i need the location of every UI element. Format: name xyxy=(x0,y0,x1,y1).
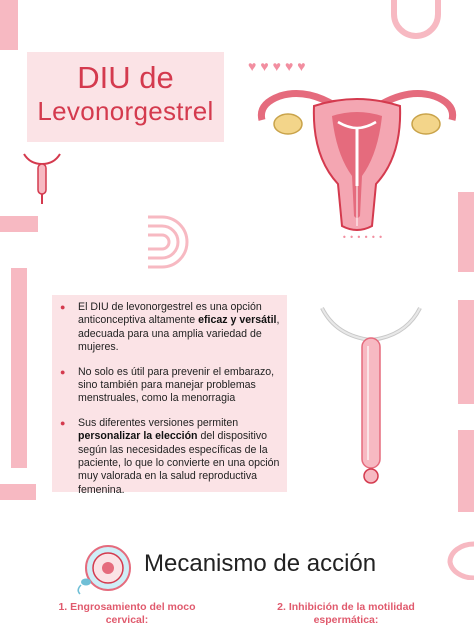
mechanism-item-1: 1. Engrosamiento del moco cervical: xyxy=(58,601,196,626)
uterus-illustration xyxy=(252,76,462,252)
heart-icon: ♥ xyxy=(248,58,261,74)
deco-bar-left-1 xyxy=(0,216,38,232)
heart-icon: ♥ xyxy=(284,58,298,74)
deco-arch-top xyxy=(388,0,444,40)
heart-icon: ♥ xyxy=(272,58,285,74)
page-title-line2: Levonorgestrel xyxy=(37,96,214,126)
info-list xyxy=(60,301,285,508)
mechanism-title: Mecanismo de acción xyxy=(144,550,377,577)
iud-icon xyxy=(20,150,64,206)
iud-illustration xyxy=(316,300,426,500)
mechanism-item-2: 2. Inhibición de la motilidad espermática: xyxy=(277,601,415,626)
deco-bar-right-2 xyxy=(458,300,474,404)
hearts-row xyxy=(248,58,310,74)
info-list-item: ● No solo es útil para prevenir el embarazo, sino también para manejar problemas menstruales, como la menorragia xyxy=(60,366,285,406)
page-title-line1: DIU de xyxy=(77,60,174,95)
heart-icon: ♥ xyxy=(260,58,273,74)
svg-text:• • • • • •: • • • • • • xyxy=(342,233,384,242)
info-list-item: ● Sus diferentes versiones permiten personalizar la elección del dispositivo según las necesidades específicas de la paciente, lo que lo convierte en una opción muy valorada en la salud reproductiva femenina. xyxy=(60,417,285,497)
deco-bar-top-left xyxy=(0,0,18,50)
deco-wave-bottom xyxy=(420,540,474,580)
deco-bar-left-2 xyxy=(11,268,27,468)
deco-bar-left-3 xyxy=(0,484,36,500)
sperm-egg-icon xyxy=(72,540,134,598)
heart-icon: ♥ xyxy=(297,58,310,74)
info-list-item: ● El DIU de levonorgestrel es una opción anticonceptiva altamente eficaz y versátil, adecuada para una amplia variedad de mujeres. xyxy=(60,301,285,355)
deco-arcs-mid xyxy=(148,214,198,270)
deco-bar-right-3 xyxy=(458,430,474,512)
